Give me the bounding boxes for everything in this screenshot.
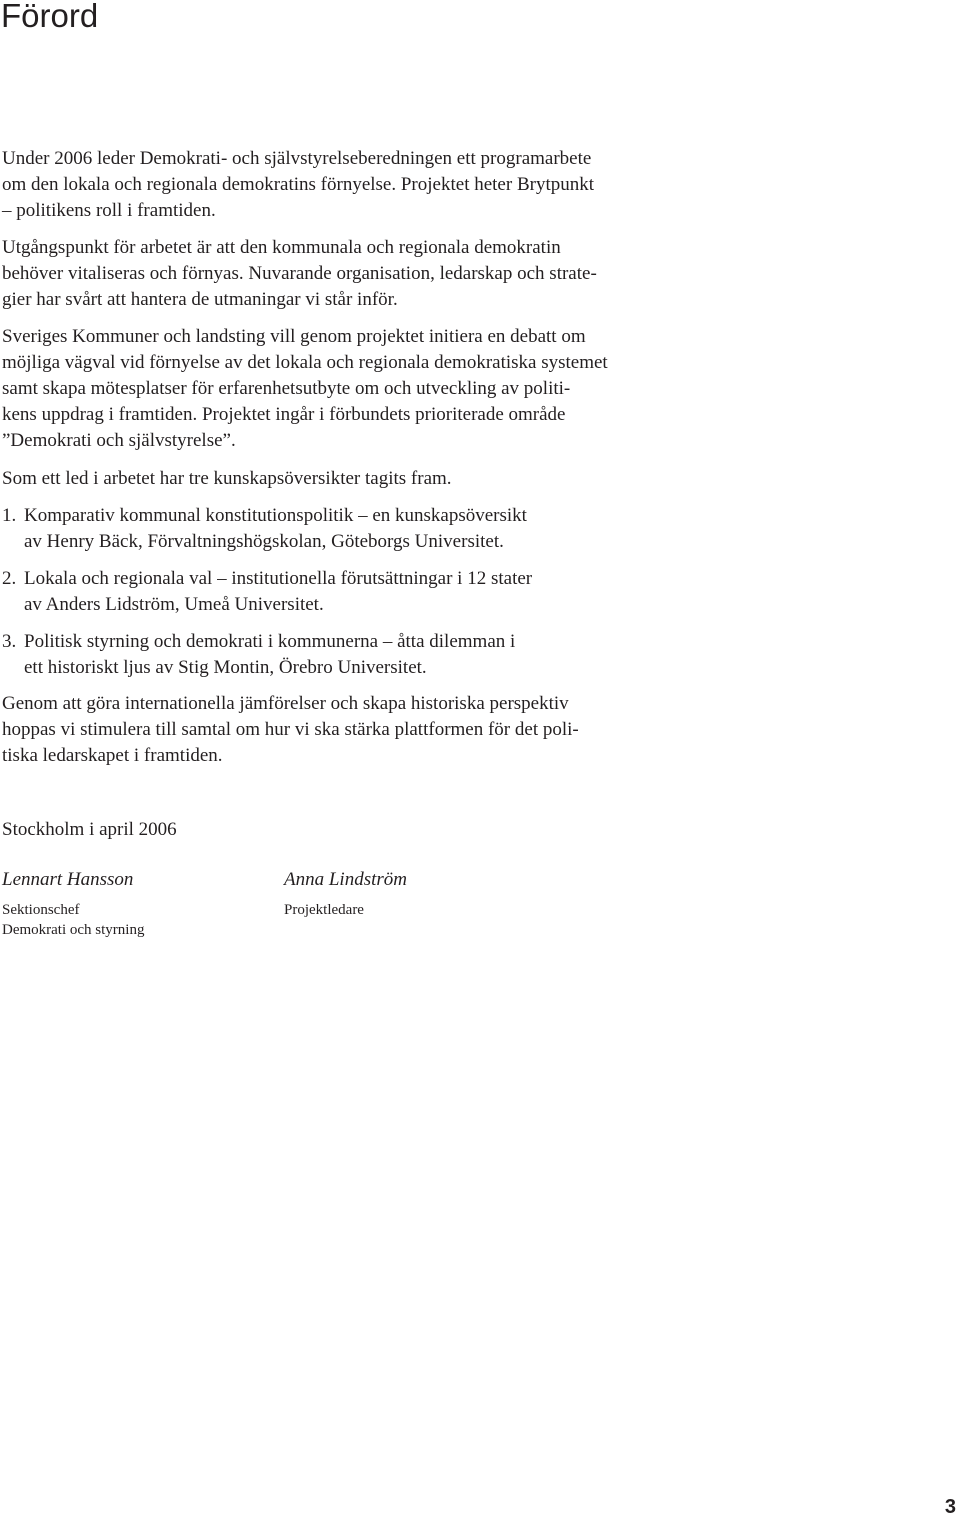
text-line: – politikens roll i framtiden. <box>2 200 216 221</box>
list-author: av Anders Lidström, Umeå Universitet. <box>24 594 324 615</box>
text-line: Sveriges Kommuner och landsting vill genom projektet initiera en debatt om <box>2 326 586 347</box>
text-line: Under 2006 leder Demokrati- och självstyrelseberedningen ett programarbete <box>2 148 592 169</box>
text-line: ”Demokrati och självstyrelse”. <box>2 430 236 451</box>
list-number: 1. <box>2 505 17 526</box>
page-number: 3 <box>944 1496 956 1518</box>
list-title: Politisk styrning och demokrati i kommunerna – åtta dilemman i <box>24 631 516 652</box>
list-title: Komparativ kommunal konstitutionspolitik – en kunskapsöversikt <box>24 505 527 526</box>
text-line: gier har svårt att hantera de utmaningar vi står inför. <box>2 289 398 310</box>
signature-name-1: Lennart Hansson <box>2 869 134 890</box>
list-author: ett historiskt ljus av Stig Montin, Örebro Universitet. <box>24 657 427 678</box>
role-line: Demokrati och styrning <box>2 922 145 938</box>
place-date: Stockholm i april 2006 <box>2 819 177 840</box>
list-item <box>2 629 515 681</box>
list-item <box>2 503 527 555</box>
text-line: Som ett led i arbetet har tre kunskapsöversikter tagits fram. <box>2 468 452 489</box>
text-line: Utgångspunkt för arbetet är att den kommunala och regionala demokratin <box>2 237 561 258</box>
signature-role-2 <box>284 900 364 920</box>
list-author: av Henry Bäck, Förvaltningshögskolan, Göteborgs Universitet. <box>24 531 504 552</box>
signature-name-2: Anna Lindström <box>284 869 407 890</box>
role-line: Projektledare <box>284 902 364 918</box>
starting-point-paragraph <box>2 235 702 313</box>
text-line: kens uppdrag i framtiden. Projektet ingår i förbundets prioriterade område <box>2 404 566 425</box>
text-line: om den lokala och regionala demokratins förnyelse. Projektet heter Brytpunkt <box>2 174 594 195</box>
role-line: Sektionschef <box>2 902 80 918</box>
text-line: Genom att göra internationella jämförelser och skapa historiska perspektiv <box>2 693 569 714</box>
intro-paragraph <box>2 146 702 224</box>
text-line: behöver vitaliseras och förnyas. Nuvarande organisation, ledarskap och strate- <box>2 263 597 284</box>
signature-role-1 <box>2 900 144 940</box>
text-line: tiska ledarskapet i framtiden. <box>2 745 223 766</box>
text-line: möjliga vägval vid förnyelse av det lokala och regionala demokratiska systemet <box>2 352 608 373</box>
skl-paragraph <box>2 324 702 454</box>
closing-paragraph <box>2 691 702 769</box>
text-line: hoppas vi stimulera till samtal om hur vi ska stärka plattformen för det poli- <box>2 719 579 740</box>
list-item <box>2 566 532 618</box>
list-number: 3. <box>2 631 17 652</box>
text-line: samt skapa mötesplatser för erfarenhetsutbyte om och utveckling av politi- <box>2 378 571 399</box>
page-title: Förord <box>1 0 99 34</box>
overviews-intro-paragraph <box>2 466 702 492</box>
list-title: Lokala och regionala val – institutionella förutsättningar i 12 stater <box>24 568 533 589</box>
list-number: 2. <box>2 568 17 589</box>
